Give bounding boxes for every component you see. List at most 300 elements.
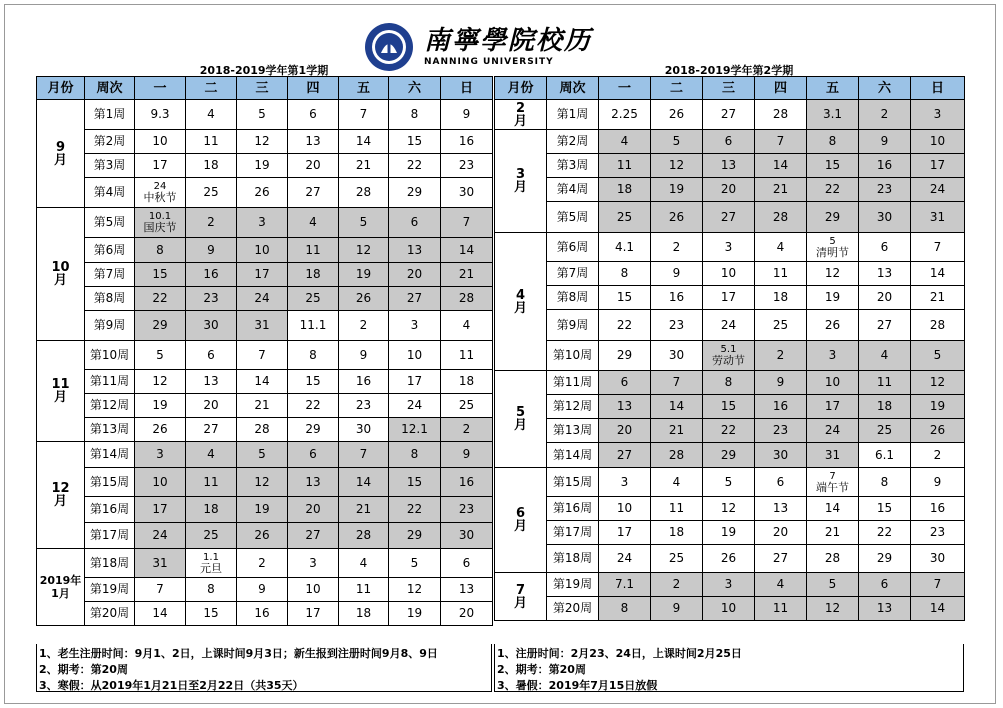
day-cell: 3 <box>911 100 965 130</box>
day-cell: 10 <box>807 371 859 395</box>
week-number: 第3周 <box>547 154 599 178</box>
day-cell: 23 <box>651 310 703 341</box>
holiday-label: 清明节 <box>816 245 849 259</box>
month-label-line: 月 <box>53 152 67 168</box>
month-label-line: 12 <box>51 481 70 496</box>
day-cell: 15 <box>807 154 859 178</box>
week-row <box>495 497 965 521</box>
day-cell: 7 <box>339 100 389 130</box>
week-number: 第12周 <box>85 394 135 418</box>
day-date: 5.1 <box>720 344 737 355</box>
day-cell: 20 <box>186 394 237 418</box>
day-cell: 8 <box>389 100 441 130</box>
day-cell: 17 <box>237 263 288 287</box>
day-cell: 9 <box>339 341 389 370</box>
day-cell: 16 <box>911 497 965 521</box>
month-label <box>37 549 85 626</box>
month-label-line: 月 <box>53 494 67 509</box>
day-cell: 18 <box>339 602 389 626</box>
column-header: 一 <box>599 77 651 100</box>
day-cell: 20 <box>441 602 493 626</box>
day-cell: 28 <box>237 418 288 442</box>
week-number: 第6周 <box>547 233 599 262</box>
week-number: 第10周 <box>547 341 599 371</box>
month-label <box>37 208 85 341</box>
day-cell: 19 <box>339 263 389 287</box>
day-cell: 17 <box>389 370 441 394</box>
day-cell: 8 <box>807 130 859 154</box>
day-cell: 31 <box>135 549 186 578</box>
day-cell: 10 <box>135 468 186 497</box>
day-cell: 28 <box>911 310 965 341</box>
day-cell: 20 <box>389 263 441 287</box>
day-cell: 22 <box>389 154 441 178</box>
day-cell: 15 <box>186 602 237 626</box>
day-cell: 17 <box>703 286 755 310</box>
month-label <box>37 100 85 208</box>
day-cell: 24 <box>703 310 755 341</box>
day-cell: 10 <box>703 597 755 621</box>
day-cell: 3 <box>807 341 859 371</box>
day-cell <box>703 341 755 371</box>
day-cell: 14 <box>911 262 965 286</box>
day-cell: 17 <box>911 154 965 178</box>
month-label <box>495 468 547 573</box>
day-cell: 25 <box>441 394 493 418</box>
day-cell: 25 <box>186 523 237 549</box>
day-cell: 3 <box>703 573 755 597</box>
day-cell: 18 <box>186 497 237 523</box>
month-label-line: 月 <box>513 180 527 195</box>
month-label-line: 4 <box>515 287 526 303</box>
month-label-line: 月 <box>513 418 527 433</box>
day-cell: 14 <box>911 597 965 621</box>
day-cell: 28 <box>441 287 493 311</box>
day-cell: 29 <box>807 202 859 233</box>
day-cell: 29 <box>135 311 186 341</box>
column-header: 五 <box>339 77 389 100</box>
day-cell: 6 <box>441 549 493 578</box>
day-cell: 14 <box>441 238 493 263</box>
week-number: 第1周 <box>85 100 135 130</box>
holiday-label: 中秋节 <box>143 191 177 204</box>
day-cell: 26 <box>237 523 288 549</box>
week-row <box>495 573 965 597</box>
day-cell: 4 <box>859 341 911 371</box>
week-number: 第19周 <box>547 573 599 597</box>
day-cell: 11 <box>859 371 911 395</box>
day-cell: 12 <box>651 154 703 178</box>
day-cell: 17 <box>807 395 859 419</box>
day-cell <box>807 233 859 262</box>
day-cell: 30 <box>339 418 389 442</box>
week-number: 第15周 <box>547 468 599 497</box>
day-date: 10.1 <box>148 211 172 222</box>
day-date: 7 <box>829 470 836 482</box>
week-number: 第13周 <box>85 418 135 442</box>
day-cell: 6 <box>859 233 911 262</box>
column-header: 周次 <box>85 77 135 100</box>
column-header: 月份 <box>495 77 547 100</box>
semester2-notes <box>494 644 964 692</box>
day-cell: 5 <box>389 549 441 578</box>
column-header: 日 <box>911 77 965 100</box>
day-cell <box>135 178 186 208</box>
day-cell: 9 <box>237 578 288 602</box>
week-number: 第17周 <box>85 523 135 549</box>
month-label-line: 2019年 <box>39 574 82 587</box>
day-cell: 2 <box>651 233 703 262</box>
week-number: 第9周 <box>547 310 599 341</box>
week-number: 第8周 <box>547 286 599 310</box>
day-cell: 3 <box>135 442 186 468</box>
day-cell: 2.25 <box>599 100 651 130</box>
semester2-table <box>494 76 965 621</box>
day-cell: 3 <box>389 311 441 341</box>
day-cell: 22 <box>859 521 911 545</box>
day-cell: 17 <box>288 602 339 626</box>
week-number: 第8周 <box>85 287 135 311</box>
column-header: 四 <box>288 77 339 100</box>
month-label-line: 5 <box>515 405 526 420</box>
day-cell: 16 <box>441 130 493 154</box>
week-number: 第20周 <box>547 597 599 621</box>
day-cell: 22 <box>389 497 441 523</box>
day-cell: 28 <box>339 523 389 549</box>
day-cell: 26 <box>339 287 389 311</box>
day-cell: 21 <box>651 419 703 443</box>
week-number: 第4周 <box>547 178 599 202</box>
day-cell: 26 <box>807 310 859 341</box>
day-cell: 13 <box>288 130 339 154</box>
day-cell: 15 <box>288 370 339 394</box>
month-label-line: 11 <box>51 377 70 392</box>
semester1-notes <box>36 644 492 692</box>
column-header: 六 <box>389 77 441 100</box>
day-cell: 25 <box>599 202 651 233</box>
day-cell: 10 <box>237 238 288 263</box>
week-row <box>495 443 965 468</box>
day-cell: 19 <box>911 395 965 419</box>
day-cell: 30 <box>755 443 807 468</box>
day-cell: 15 <box>389 468 441 497</box>
month-label <box>495 233 547 371</box>
day-cell: 4 <box>186 442 237 468</box>
day-cell: 21 <box>441 263 493 287</box>
week-row <box>37 311 493 341</box>
day-cell: 24 <box>599 545 651 573</box>
day-cell: 12 <box>807 262 859 286</box>
day-cell: 20 <box>703 178 755 202</box>
day-cell: 16 <box>755 395 807 419</box>
day-cell: 26 <box>135 418 186 442</box>
day-cell: 25 <box>651 545 703 573</box>
day-cell: 6 <box>859 573 911 597</box>
day-cell: 18 <box>599 178 651 202</box>
day-cell <box>807 468 859 497</box>
day-cell: 11 <box>599 154 651 178</box>
day-cell <box>135 208 186 238</box>
day-cell: 3 <box>237 208 288 238</box>
week-number: 第5周 <box>85 208 135 238</box>
week-row <box>37 263 493 287</box>
week-row <box>37 418 493 442</box>
day-cell: 18 <box>441 370 493 394</box>
day-cell: 25 <box>288 287 339 311</box>
day-cell: 4 <box>599 130 651 154</box>
week-number: 第1周 <box>547 100 599 130</box>
logo-chinese-name: 南寧學院校历 <box>424 26 593 56</box>
day-cell: 4.1 <box>599 233 651 262</box>
day-date: 24 <box>153 181 167 192</box>
day-cell: 27 <box>859 310 911 341</box>
day-cell: 7 <box>911 233 965 262</box>
week-number: 第15周 <box>85 468 135 497</box>
day-cell: 28 <box>755 100 807 130</box>
day-cell: 12 <box>135 370 186 394</box>
week-row <box>37 130 493 154</box>
day-cell: 10 <box>599 497 651 521</box>
day-cell: 31 <box>237 311 288 341</box>
column-header: 五 <box>807 77 859 100</box>
week-number: 第4周 <box>85 178 135 208</box>
day-cell: 15 <box>389 130 441 154</box>
day-cell: 17 <box>599 521 651 545</box>
week-row <box>37 468 493 497</box>
day-cell: 21 <box>237 394 288 418</box>
week-number: 第18周 <box>547 545 599 573</box>
day-cell: 21 <box>755 178 807 202</box>
note-line: 3、寒假：从2019年1月21日至2月22日（共35天） <box>39 679 304 692</box>
holiday-label: 元旦 <box>200 561 222 575</box>
day-cell: 15 <box>859 497 911 521</box>
day-cell: 24 <box>389 394 441 418</box>
day-cell: 9 <box>441 100 493 130</box>
day-cell: 4 <box>755 233 807 262</box>
column-header: 三 <box>703 77 755 100</box>
day-cell: 12 <box>389 578 441 602</box>
day-cell: 7 <box>651 371 703 395</box>
day-cell: 26 <box>651 100 703 130</box>
day-cell: 29 <box>389 523 441 549</box>
week-row <box>37 341 493 370</box>
week-row <box>495 521 965 545</box>
day-cell: 20 <box>288 154 339 178</box>
day-cell: 30 <box>859 202 911 233</box>
day-cell: 8 <box>186 578 237 602</box>
day-cell: 12 <box>339 238 389 263</box>
day-cell: 23 <box>441 154 493 178</box>
day-cell: 6 <box>186 341 237 370</box>
day-cell: 6 <box>703 130 755 154</box>
day-cell: 16 <box>186 263 237 287</box>
week-row <box>495 419 965 443</box>
day-cell: 5 <box>135 341 186 370</box>
note-line: 1、注册时间：2月23、24日，上课时间2月25日 <box>497 647 742 660</box>
day-cell: 24 <box>135 523 186 549</box>
day-cell: 14 <box>339 468 389 497</box>
month-label-line: 1月 <box>51 587 70 600</box>
day-cell: 19 <box>389 602 441 626</box>
week-number: 第19周 <box>85 578 135 602</box>
day-cell: 6 <box>288 442 339 468</box>
day-cell: 9 <box>186 238 237 263</box>
day-cell: 9.3 <box>135 100 186 130</box>
month-label-line: 月 <box>513 519 527 534</box>
day-cell: 21 <box>911 286 965 310</box>
day-cell: 19 <box>135 394 186 418</box>
day-cell: 16 <box>441 468 493 497</box>
day-cell: 12.1 <box>389 418 441 442</box>
day-cell: 2 <box>911 443 965 468</box>
day-cell: 9 <box>651 262 703 286</box>
day-cell: 10 <box>135 130 186 154</box>
month-label <box>37 341 85 442</box>
month-label <box>37 442 85 549</box>
day-cell: 30 <box>651 341 703 371</box>
day-cell: 22 <box>807 178 859 202</box>
day-cell: 9 <box>755 371 807 395</box>
day-cell: 15 <box>135 263 186 287</box>
week-number: 第14周 <box>85 442 135 468</box>
week-number: 第14周 <box>547 443 599 468</box>
month-label-line: 3 <box>515 167 526 182</box>
day-cell: 28 <box>339 178 389 208</box>
day-cell: 5 <box>237 100 288 130</box>
day-cell: 8 <box>288 341 339 370</box>
day-cell: 3.1 <box>807 100 859 130</box>
week-number: 第2周 <box>85 130 135 154</box>
logo-english-name: NANNING UNIVERSITY <box>424 57 554 67</box>
day-cell: 14 <box>237 370 288 394</box>
week-number: 第12周 <box>547 395 599 419</box>
day-cell: 13 <box>389 238 441 263</box>
month-label-line: 2 <box>515 100 526 116</box>
day-cell: 23 <box>859 178 911 202</box>
day-cell: 6.1 <box>859 443 911 468</box>
week-row <box>495 395 965 419</box>
week-row <box>495 130 965 154</box>
day-cell: 11 <box>186 130 237 154</box>
week-number: 第20周 <box>85 602 135 626</box>
day-cell: 4 <box>755 573 807 597</box>
day-cell: 13 <box>859 262 911 286</box>
day-cell: 21 <box>807 521 859 545</box>
day-cell: 11 <box>288 238 339 263</box>
day-cell: 23 <box>186 287 237 311</box>
day-cell: 27 <box>389 287 441 311</box>
day-cell: 23 <box>339 394 389 418</box>
day-cell: 12 <box>703 497 755 521</box>
note-line: 3、暑假：2019年7月15日放假 <box>497 679 658 692</box>
day-cell: 13 <box>703 154 755 178</box>
day-cell: 13 <box>859 597 911 621</box>
day-cell: 12 <box>237 468 288 497</box>
day-cell: 29 <box>288 418 339 442</box>
day-cell: 30 <box>441 178 493 208</box>
day-cell: 14 <box>135 602 186 626</box>
day-cell: 8 <box>599 597 651 621</box>
day-cell: 2 <box>186 208 237 238</box>
day-cell: 18 <box>186 154 237 178</box>
day-cell: 8 <box>389 442 441 468</box>
day-cell: 14 <box>755 154 807 178</box>
week-number: 第11周 <box>85 370 135 394</box>
column-header: 六 <box>859 77 911 100</box>
week-number: 第6周 <box>85 238 135 263</box>
week-row <box>495 371 965 395</box>
day-cell: 5 <box>703 468 755 497</box>
day-cell: 10 <box>288 578 339 602</box>
day-cell: 4 <box>651 468 703 497</box>
day-cell: 5 <box>807 573 859 597</box>
week-row <box>37 523 493 549</box>
semester2-title: 2018-2019学年第2学期 <box>664 64 794 77</box>
day-cell: 16 <box>237 602 288 626</box>
week-number: 第7周 <box>547 262 599 286</box>
day-cell <box>186 549 237 578</box>
column-header: 二 <box>186 77 237 100</box>
day-cell: 26 <box>237 178 288 208</box>
day-cell: 25 <box>186 178 237 208</box>
day-cell: 22 <box>135 287 186 311</box>
column-header: 一 <box>135 77 186 100</box>
week-row <box>495 100 965 130</box>
month-label-line: 月 <box>513 300 527 316</box>
day-cell: 20 <box>859 286 911 310</box>
week-row <box>37 578 493 602</box>
day-cell: 7 <box>135 578 186 602</box>
week-row <box>495 310 965 341</box>
day-cell: 4 <box>186 100 237 130</box>
holiday-label: 劳动节 <box>712 354 745 367</box>
week-row <box>37 100 493 130</box>
day-cell: 11 <box>339 578 389 602</box>
day-date: 1.1 <box>203 551 219 563</box>
month-label-line: 9 <box>55 139 66 155</box>
week-number: 第3周 <box>85 154 135 178</box>
day-cell: 11 <box>441 341 493 370</box>
week-row <box>495 233 965 262</box>
day-cell: 2 <box>441 418 493 442</box>
day-cell: 16 <box>339 370 389 394</box>
day-cell: 19 <box>703 521 755 545</box>
week-number: 第17周 <box>547 521 599 545</box>
week-number: 第18周 <box>85 549 135 578</box>
day-date: 5 <box>829 235 836 247</box>
day-cell: 27 <box>288 523 339 549</box>
day-cell: 9 <box>651 597 703 621</box>
day-cell: 22 <box>599 310 651 341</box>
week-row <box>37 549 493 578</box>
day-cell: 27 <box>755 545 807 573</box>
day-cell: 23 <box>755 419 807 443</box>
week-row <box>37 154 493 178</box>
day-cell: 31 <box>911 202 965 233</box>
day-cell: 8 <box>599 262 651 286</box>
month-label-line: 月 <box>513 595 527 611</box>
week-number: 第2周 <box>547 130 599 154</box>
week-row <box>37 238 493 263</box>
day-cell: 25 <box>755 310 807 341</box>
day-cell: 19 <box>807 286 859 310</box>
day-cell: 8 <box>135 238 186 263</box>
day-cell: 24 <box>911 178 965 202</box>
day-cell: 11 <box>755 597 807 621</box>
day-cell: 14 <box>807 497 859 521</box>
day-cell: 31 <box>807 443 859 468</box>
week-number: 第10周 <box>85 341 135 370</box>
